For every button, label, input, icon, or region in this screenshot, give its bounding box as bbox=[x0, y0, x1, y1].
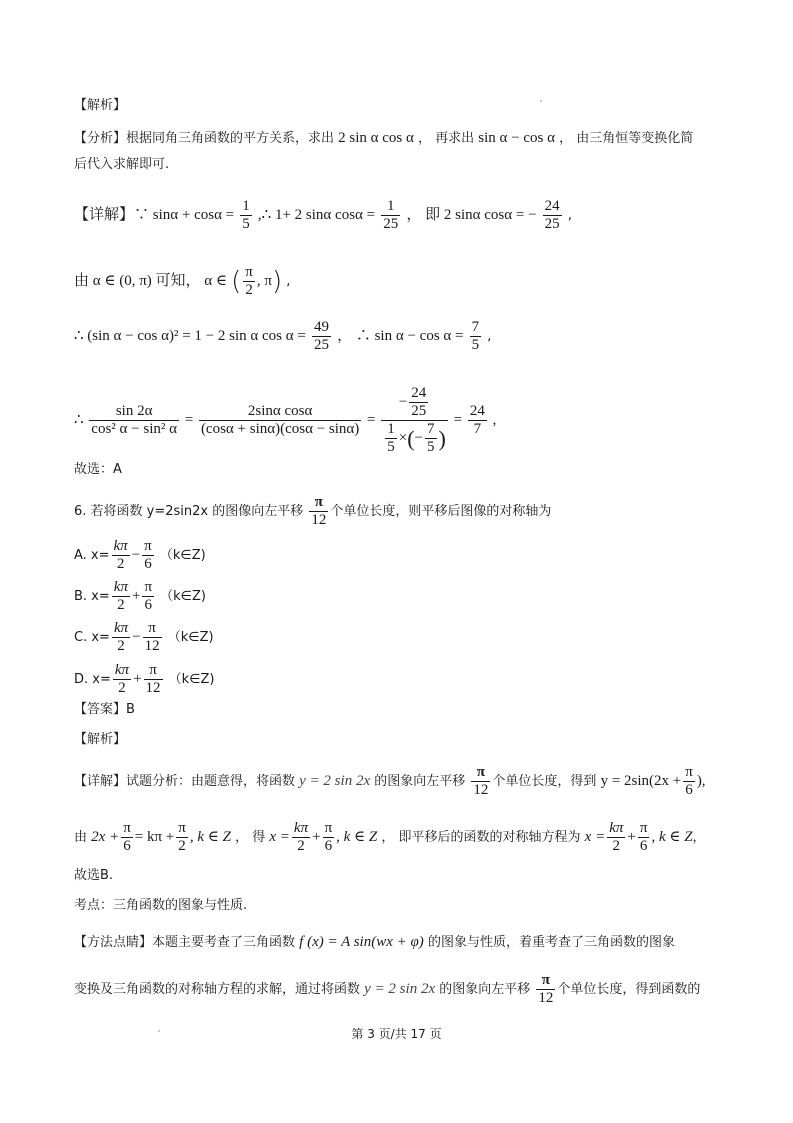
fraction-7-5-inner bbox=[425, 421, 437, 456]
fraction-pi-12 bbox=[471, 764, 490, 799]
denominator: 2 bbox=[178, 838, 186, 854]
numerator: π bbox=[143, 620, 162, 638]
complex-denominator: $\frac{1}{5}$ ×(− $\frac{7}{5}$ ) bbox=[387, 421, 446, 455]
option-tail: （k∈Z) bbox=[167, 630, 214, 645]
fraction-pi-6 bbox=[142, 579, 154, 614]
option-label: A. x= bbox=[74, 548, 110, 563]
analysis-text-pre: 【分析】根据同角三角函数的平方关系，求出 bbox=[74, 131, 335, 146]
math-kinz: , k ∈ Z bbox=[336, 829, 378, 845]
numerator: π bbox=[178, 820, 186, 836]
math-2sincos: 2 sin α cos α bbox=[338, 130, 414, 146]
denominator: 6 bbox=[123, 838, 131, 854]
denominator: cos² α − sin² α bbox=[91, 421, 177, 437]
numerator: kπ bbox=[113, 579, 128, 595]
scan-speck bbox=[540, 100, 542, 102]
numerator: π bbox=[471, 764, 490, 782]
denominator: 12 bbox=[538, 990, 554, 1006]
math-x-eq: x = bbox=[269, 829, 290, 845]
denominator: 12 bbox=[145, 680, 161, 696]
math-kinz: , k ∈ Z bbox=[651, 829, 693, 845]
answer-line: 【答案】B bbox=[74, 702, 135, 717]
range-line: 由 α ∈ (0, π) 可知， α ∈ ( $\frac{\pi}{2}$ , π) , bbox=[74, 264, 291, 298]
axis-end: ， bbox=[692, 830, 706, 845]
math-2x: 2x + bbox=[91, 829, 120, 845]
operator: + bbox=[131, 588, 141, 604]
option-d bbox=[74, 662, 215, 697]
option-a bbox=[74, 538, 206, 573]
operator: + bbox=[133, 671, 142, 687]
detail-2-mid2: 个单位长度，得到 bbox=[492, 774, 597, 789]
denominator: 2 bbox=[117, 638, 125, 654]
numerator: 1 bbox=[242, 198, 250, 214]
detail-1-end: , bbox=[567, 208, 572, 223]
key-point: 考点：三角函数的图象与性质. bbox=[74, 898, 248, 913]
numerator: π bbox=[144, 579, 153, 595]
fraction-pi-6 bbox=[323, 820, 335, 855]
fraction-2sincos bbox=[199, 403, 361, 438]
option-c bbox=[74, 620, 214, 655]
minus-sign: − bbox=[398, 393, 408, 410]
final-end: , bbox=[492, 411, 497, 428]
numerator: 49 bbox=[313, 319, 329, 335]
square-end: , bbox=[487, 329, 492, 344]
complex-numerator bbox=[381, 385, 448, 421]
fraction-7-5 bbox=[470, 319, 482, 354]
minus-sign: − bbox=[414, 429, 424, 446]
math-kinz: , k ∈ Z bbox=[189, 829, 231, 845]
detail-1-mid2: ， 即 2 sinα cosα = − bbox=[406, 207, 537, 223]
numerator: π bbox=[324, 820, 333, 836]
question-6-pre: 6. 若将函数 y=2sin2x 的图像向左平移 bbox=[74, 504, 304, 519]
analysis-text-mid: ， 再求出 bbox=[418, 131, 475, 146]
range-end: , bbox=[286, 274, 291, 289]
detail-2-mid: 的图象向左平移 bbox=[374, 774, 466, 789]
numerator: kπ bbox=[293, 820, 309, 836]
detail-1-mid: ,∴ 1+ 2 sinα cosα = bbox=[257, 207, 376, 223]
detail-2-pre: 【详解】试题分析：由题意得，将函数 bbox=[74, 774, 296, 789]
numerator: 1 bbox=[387, 421, 395, 437]
numerator: kπ bbox=[113, 538, 128, 554]
fraction-pi-6 bbox=[683, 764, 695, 799]
fraction-24-25 bbox=[543, 198, 562, 233]
square-mid: ， ∴ sin α − cos α = bbox=[337, 328, 464, 344]
numerator: kπ bbox=[113, 620, 129, 636]
denominator: 6 bbox=[685, 782, 693, 798]
plus: + bbox=[627, 829, 636, 845]
numerator: 7 bbox=[427, 421, 435, 437]
numerator: π bbox=[144, 538, 152, 554]
fraction-pi-2 bbox=[243, 264, 255, 299]
denominator: 2 bbox=[117, 597, 125, 613]
denominator: 5 bbox=[427, 439, 435, 455]
range-post: , π bbox=[256, 273, 272, 289]
denominator: 2 bbox=[612, 838, 621, 854]
method2-post: 个单位长度，得到函数的 bbox=[557, 982, 701, 997]
analysis-text-post: ， 由三角恒等变换化简 bbox=[559, 131, 694, 146]
times-sign: × bbox=[398, 429, 408, 446]
equals-1: = bbox=[184, 411, 194, 428]
function-y-small: y = 2 sin 2x bbox=[364, 981, 436, 997]
analysis-paragraph-line2: 后代入求解即可. bbox=[74, 157, 170, 172]
method2-mid: 的图象向左平移 bbox=[439, 982, 531, 997]
denominator: 6 bbox=[144, 597, 152, 613]
fraction-kpi-2 bbox=[112, 620, 130, 655]
numerator: 2sinα cosα bbox=[199, 403, 361, 421]
fraction-pi-2 bbox=[176, 820, 188, 855]
fraction-sin2a bbox=[89, 403, 179, 438]
analysis-heading-1: 【解析】 bbox=[74, 98, 127, 113]
numerator: π bbox=[536, 972, 555, 990]
question-6 bbox=[74, 494, 551, 529]
range-pre: 由 α ∈ (0, π) 可知， α ∈ bbox=[74, 273, 227, 289]
numerator: sin 2α bbox=[89, 403, 179, 421]
page-footer: 第 3 页/共 17 页 bbox=[351, 1027, 442, 1041]
denominator: 6 bbox=[324, 838, 333, 854]
axis-line bbox=[74, 820, 706, 855]
denominator: 12 bbox=[144, 638, 160, 654]
numerator: 24 bbox=[544, 198, 560, 214]
numerator: π bbox=[245, 264, 253, 280]
denominator: 5 bbox=[471, 337, 480, 353]
method2-pre: 变换及三角函数的对称轴方程的求解，通过将函数 bbox=[74, 982, 361, 997]
option-label: B. x= bbox=[74, 589, 110, 604]
function-y-small: y = 2 sin 2x bbox=[299, 773, 371, 789]
option-label: C. x= bbox=[74, 630, 110, 645]
fraction-pi-6 bbox=[638, 820, 650, 855]
fraction-complex bbox=[381, 385, 448, 456]
fraction-pi-6 bbox=[142, 538, 154, 573]
numerator: 1 bbox=[381, 198, 400, 216]
equals-3: = bbox=[453, 411, 463, 428]
fraction-kpi-2 bbox=[292, 820, 310, 855]
question-6-post: 个单位长度，则平移后图像的对称轴为 bbox=[330, 504, 552, 519]
choose-a: 故选：A bbox=[74, 462, 122, 477]
axis-mid2: ， 即平移后的函数的对称轴方程为 bbox=[381, 830, 581, 845]
option-tail: （k∈Z) bbox=[168, 672, 215, 687]
option-label: D. x= bbox=[74, 672, 111, 687]
fraction-pi-12 bbox=[309, 494, 328, 529]
numerator: kπ bbox=[114, 662, 130, 678]
equals-2: = bbox=[367, 411, 376, 428]
numerator: 24 bbox=[411, 385, 427, 401]
method-line-2 bbox=[74, 972, 700, 1007]
denominator: 7 bbox=[473, 421, 482, 437]
math-sin-minus-cos: sin α − cos α bbox=[478, 130, 555, 146]
denominator: 2 bbox=[297, 838, 305, 854]
denominator: 5 bbox=[242, 216, 250, 232]
denominator: 2 bbox=[245, 282, 253, 298]
numerator: π bbox=[123, 820, 131, 836]
fraction-kpi-2 bbox=[112, 538, 130, 573]
axis-pre: 由 bbox=[74, 830, 88, 845]
choose-b: 故选B. bbox=[74, 868, 114, 883]
fraction-pi-12 bbox=[536, 972, 555, 1007]
detail-2-end: ), bbox=[696, 773, 706, 789]
numerator: π bbox=[309, 494, 328, 512]
fraction-kpi-2 bbox=[607, 820, 625, 855]
numerator: 24 bbox=[469, 403, 485, 419]
analysis-heading-2: 【解析】 bbox=[74, 732, 127, 747]
fraction-24-7 bbox=[468, 403, 487, 438]
analysis-paragraph bbox=[74, 128, 693, 149]
fraction-1-5 bbox=[240, 198, 252, 233]
denominator: 6 bbox=[144, 556, 152, 572]
denominator: 2 bbox=[118, 680, 126, 696]
fraction-pi-12 bbox=[144, 662, 163, 697]
denominator: 6 bbox=[639, 838, 648, 854]
square-pre: ∴ (sin α − cos α)² = 1 − 2 sin α cos α = bbox=[74, 328, 306, 344]
fraction-1-25 bbox=[381, 198, 400, 233]
result-function: y = 2sin(2x + bbox=[600, 773, 682, 789]
option-tail: （k∈Z) bbox=[159, 548, 206, 563]
denominator: 2 bbox=[116, 556, 125, 572]
denominator: 25 bbox=[411, 403, 427, 419]
method-line-1 bbox=[74, 932, 675, 953]
fraction-pi-12 bbox=[143, 620, 162, 655]
denominator: 25 bbox=[313, 337, 329, 353]
denominator: 12 bbox=[473, 782, 489, 798]
detail-line-1 bbox=[74, 198, 572, 233]
detail-1-pre: 【详解】∵ sinα + cosα = bbox=[74, 207, 235, 223]
fraction-24-25-inner bbox=[409, 385, 428, 420]
numerator: 7 bbox=[471, 319, 480, 335]
numerator: π bbox=[144, 662, 163, 680]
method-pre: 【方法点睛】本题主要考查了三角函数 bbox=[74, 935, 296, 950]
option-tail: （k∈Z) bbox=[160, 589, 206, 604]
fraction-pi-6 bbox=[121, 820, 133, 855]
final-line bbox=[74, 385, 496, 456]
therefore-symbol: ∴ bbox=[74, 411, 84, 428]
numerator: kπ bbox=[609, 820, 624, 836]
denominator: 5 bbox=[387, 439, 395, 455]
numerator: π bbox=[685, 764, 693, 780]
option-b bbox=[74, 579, 206, 614]
plus: + bbox=[312, 829, 321, 845]
denominator: (cosα + sinα)(cosα − sinα) bbox=[200, 421, 360, 437]
scan-speck bbox=[158, 1030, 160, 1032]
fraction-1-5-inner bbox=[385, 421, 397, 456]
operator: − bbox=[132, 629, 141, 645]
denominator: 25 bbox=[544, 216, 560, 232]
fraction-kpi-2 bbox=[112, 579, 130, 614]
numerator: π bbox=[639, 820, 648, 836]
denominator: 12 bbox=[311, 512, 327, 528]
denominator: 25 bbox=[383, 216, 399, 232]
math-x-eq: x = bbox=[584, 829, 606, 845]
fraction-kpi-2 bbox=[113, 662, 131, 697]
fraction-49-25 bbox=[312, 319, 331, 354]
math-kpi: = kπ + bbox=[134, 829, 175, 845]
detail-line-2 bbox=[74, 764, 706, 799]
method-post: 的图象与性质，着重考查了三角函数的图象 bbox=[427, 935, 675, 950]
square-line bbox=[74, 319, 491, 354]
axis-mid: ， 得 bbox=[235, 830, 266, 845]
operator: − bbox=[131, 547, 141, 563]
function-f: f (x) = A sin(wx + φ) bbox=[299, 934, 424, 950]
